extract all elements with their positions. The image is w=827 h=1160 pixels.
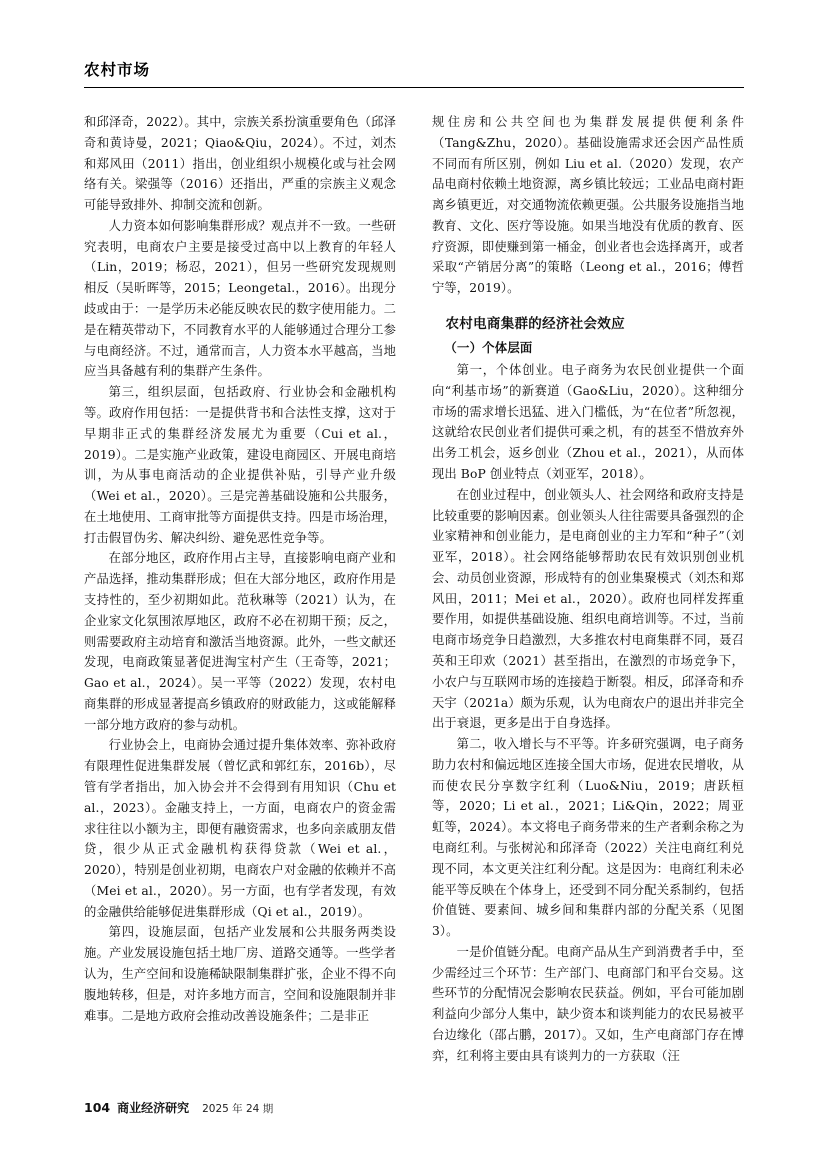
left-column	[84, 112, 396, 1067]
paragraph: 第三，组织层面，包括政府、行业协会和金融机构等。政府作用包括：一是提供背书和合法性支撑，这对于早期非正式的集群经济发展尤为重要（Cui et al.，2019）。二是实施产业政策，建设电商园区、开展电商培训，为从事电商活动的企业提供补贴，引导产业升级（Wei et al.，2020）。三是完善基础设施和公共服务，在土地使用、工商审批等方面提供支持。四是市场治理，打击假冒伪劣、解决纠纷、避免恶性竞争等。	[84, 385, 396, 545]
paragraph: 和邱泽奇，2022）。其中，宗族关系扮演重要角色（邱泽奇和黄诗曼，2021；Qiao&Qiu，2024）。不过，刘杰和郑风田（2011）指出，创业组织小规模化或与社会网络有关。梁强等（2016）还指出，严重的宗族主义观念可能导致排外、抑制交流和创新。	[84, 115, 396, 213]
right-column	[432, 112, 744, 1067]
journal-name: 商业经济研究	[117, 1101, 190, 1115]
page-number: 104	[84, 1100, 111, 1115]
paragraph: 在创业过程中，创业领头人、社会网络和政府支持是比较重要的影响因素。创业领头人往往需要具备强烈的企业家精神和创业能力，是电商创业的主力军和“种子”（刘亚军，2018）。社会网络能够帮助农民有效识别创业机会、动员创业资源，形成特有的创业集聚模式（刘杰和郑风田，2011；Mei et al.，2020）。政府也同样发挥重要作用，如提供基础设施、组织电商培训等。不过，当前电商市场竞争日趋激烈，大多推农村电商集群不同，聂召英和王印欢（2021）甚至指出，在激烈的市场竞争下，小农户与互联网市场的连接趋于断裂。相反，邱泽奇和乔天宇（2021a）颇为乐观，认为电商农户的退出并非完全出于衰退，更多是出于自身选择。	[432, 487, 744, 731]
section-heading: 农村电商集群的经济社会效应	[445, 316, 625, 333]
paragraph: 一是价值链分配。电商产品从生产到消费者手中，至少需经过三个环节：生产部门、电商部门和平台交易。这些环节的分配情况会影响农民获益。例如，平台可能加剧利益向少部分人集中，缺少资本和谈判能力的农民易被平台边缘化（邵占鹏，2017）。又如，生产电商部门存在博弈，红利将主要由具有谈判力的一方获取（汪	[432, 944, 744, 1063]
paragraph: 规住房和公共空间也为集群发展提供便利条件（Tang&Zhu，2020）。基础设施需求还会因产品性质不同而有所区别，例如 Liu et al.（2020）发现，农产品电商村依赖土地资源，离乡镇比较远；工业品电商村距离乡镇更近，对交通物流依赖更强。公共服务设施指当地教育、文化、医疗等设施。如果当地没有优质的教育、医疗资源，即使赚到第一桶金，创业者也会选择离开，或者采取“产销居分离”的策略（Leong et al.，2016；傅哲宁等，2019）。	[432, 115, 744, 296]
paragraph: 人力资本如何影响集群形成？观点并不一致。一些研究表明，电商农户主要是接受过高中以上教育的年轻人（Lin，2019；杨忍，2021），但另一些研究发现规则相反（吴昕晖等，2015；Leongetal.，2016）。出现分歧或由于：一是学历未必能反映农民的数字使用能力。二是在精英带动下，不同教育水平的人能够通过合理分工参与电商经济。不过，通常而言，人力资本水平越高，当地应当具备越有利的集群产生条件。	[84, 218, 396, 379]
paragraph: 在部分地区，政府作用占主导，直接影响电商产业和产品选择，推动集群形成；但在大部分地区，政府作用是支持性的，至少初期如此。范秋琳等（2021）认为，在企业家文化氛围浓厚地区，政府不必在初期干预；反之，则需要政府主动培育和激活当地资源。此外，一些文献还发现，电商政策显著促进淘宝村产生（王奇等，2021；Gao et al.，2024）。吴一平等（2022）发现，农村电商集群的形成显著提高乡镇政府的财政能力，这或能解释一部分地方政府的参与动机。	[84, 551, 396, 732]
subsection-heading: （一）个体层面	[444, 340, 533, 356]
paragraph: 第一，个体创业。电子商务为农民创业提供一个面向“利基市场”的新赛道（Gao&Liu，2020）。这种细分市场的需求增长迅猛、进入门槛低，为“在位者”所忽视，这就给农民创业者们提供可乘之机，有的甚至不惜放弃外出务工机会，返乡创业（Zhou et al.，2021），从而体现出 BoP 创业特点（刘亚军，2018）。	[432, 363, 744, 481]
paragraph: 第二，收入增长与不平等。许多研究强调，电子商务助力农村和偏远地区连接全国大市场，促进农民增收，从而使农民分享数字红利（Luo&Niu，2019；唐跃桓等，2020；Li et al.，2021；Li&Qin，2022；周亚虹等，2024）。本文将电子商务带来的生产者剩余称之为电商红利。与张树沁和邱泽奇（2022）关注电商红利兑现不同，本文更关注红利分配。这是因为：电商红利未必能平等反映在个体身上，还受到不同分配关系制约，包括价值链、要素间、城乡间和集群内部的分配关系（见图3）。	[432, 737, 744, 939]
two-column-body	[84, 112, 744, 1067]
paragraph: 行业协会上，电商协会通过提升集体效率、弥补政府有限理性促进集群发展（曾忆武和郭红东，2016b），尽管有学者指出，加入协会并不会得到有用知识（Chu et al.，2023）。金融支持上，一方面，电商农户的资金需求往往以小额为主，即便有融资需求，也多向亲戚朋友借贷，很少从正式金融机构获得贷款（Wei et al.，2020），特别是创业初期，电商农户对金融的依赖并不高（Mei et al.，2020）。另一方面，也有学者发现，有效的金融供给能够促进集群形成（Qi et al.，2019）。	[84, 738, 396, 919]
running-head: 农村市场	[84, 61, 151, 79]
page-header	[84, 58, 744, 88]
header-divider	[84, 87, 744, 88]
page-footer	[84, 1099, 744, 1116]
issue-label: 2025 年 24 期	[202, 1103, 274, 1115]
paragraph: 第四，设施层面，包括产业发展和公共服务两类设施。产业发展设施包括土地厂房、道路交通等。一些学者认为，生产空间和设施稀缺限制集群扩张，企业不得不向腹地转移，但是，对许多地方而言，空间和设施限制并非难事。二是地方政府会推动改善设施条件；二是非正	[84, 925, 396, 1023]
